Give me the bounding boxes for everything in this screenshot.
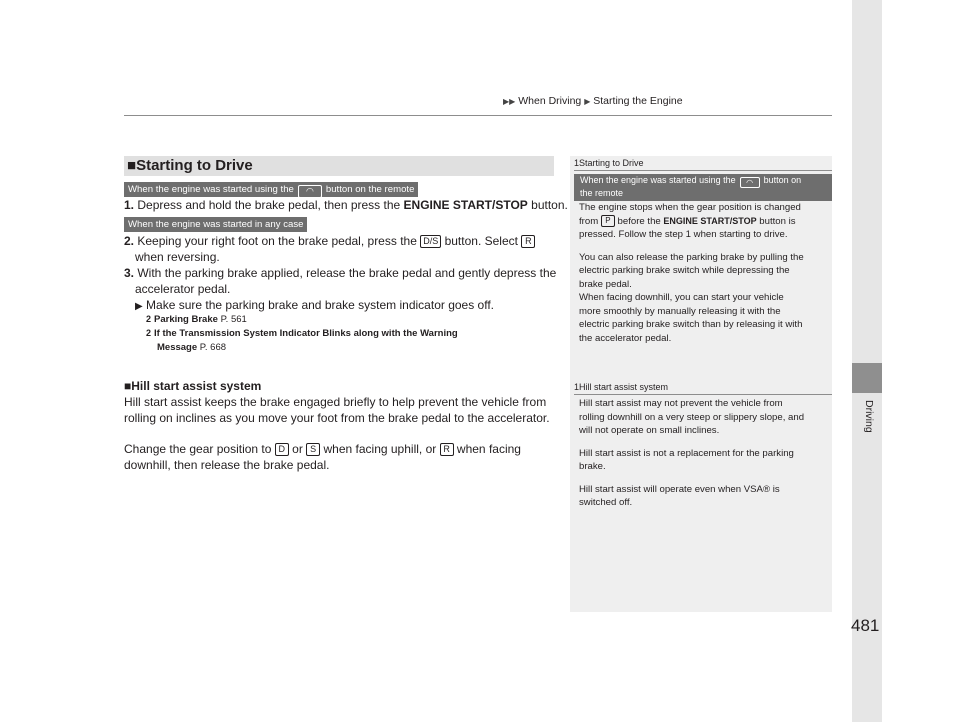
condition-tag-any: When the engine was started in any case <box>124 217 307 232</box>
check-note: ▶ Make sure the parking brake and brake system indicator goes off. <box>135 298 495 312</box>
note-text-starting: The engine stops when the gear position is changed from P before the ENGINE START/STOP button is pressed. Follow the step 1 when starting to drive. You can also release the parking brake by pulling the electric parking brake switch while depressing the brake pedal. When facing downhill, you can start your vehicle more smoothly by manually releasing it with the electric parking brake switch than by releasing it with the accelerator pedal. <box>579 202 804 344</box>
gear-key-s: S <box>306 443 320 456</box>
side-tab-strip <box>852 0 882 722</box>
breadcrumb-arrow-icon: ▶▶ <box>503 97 516 106</box>
reference-link-parking-brake[interactable]: 2 Parking Brake P. 561 <box>146 314 247 325</box>
remote-button-icon: ◠ <box>298 185 322 198</box>
section-title: ■Starting to Drive <box>127 157 253 174</box>
hill-para-2: Change the gear position to D or S when facing uphill, or R when facing <box>124 442 521 456</box>
breadcrumb <box>503 95 683 107</box>
header-divider <box>124 115 832 116</box>
condition-tag-remote: When the engine was started using the ◠ button on the remote <box>124 182 418 197</box>
note-marker-icon: 1 <box>574 382 580 392</box>
page-number: 481 <box>851 616 880 635</box>
note-marker-icon: 1 <box>574 158 580 168</box>
note-divider <box>574 394 832 395</box>
note-text-hill: Hill start assist may not prevent the vehicle from rolling downhill on a very steep or slippery slope, and will not operate on small inclines. Hill start assist is not a replacement for the parking brake. Hill start assist will operate even when VSA® is switched off. <box>579 398 805 508</box>
note-heading-starting: 1Starting to Drive <box>574 158 644 168</box>
side-tab-marker <box>852 363 882 393</box>
remote-button-icon: ◠ <box>740 177 760 188</box>
reference-link-transmission[interactable]: 2 If the Transmission System Indicator Blinks along with the Warning <box>146 328 458 339</box>
gear-key-ds: D/S <box>420 235 441 248</box>
step-3-cont: accelerator pedal. <box>135 282 231 296</box>
hill-para-1-l2: rolling on inclines as you move your foot from the brake pedal to the accelerator. <box>124 411 550 425</box>
hill-para-2-l2: downhill, then release the brake pedal. <box>124 458 330 472</box>
reference-arrow-icon: 2 <box>146 328 152 338</box>
note-divider <box>574 170 832 171</box>
section-bullet-icon: ■ <box>127 157 137 174</box>
check-arrow-icon: ▶ <box>135 301 143 312</box>
step-1: 1. Depress and hold the brake pedal, then press the ENGINE START/STOP button. <box>124 198 568 212</box>
breadcrumb-arrow-icon: ▶ <box>584 97 591 106</box>
step-2: 2. Keeping your right foot on the brake pedal, press the D/S button. Select R <box>124 233 535 249</box>
gear-key-r: R <box>521 235 535 248</box>
side-tab-label: Driving <box>863 400 875 433</box>
hill-para-1-l1: Hill start assist keeps the brake engaged briefly to help prevent the vehicle from <box>124 395 547 409</box>
breadcrumb-item: When Driving <box>518 95 582 107</box>
step-3: 3. With the parking brake applied, release the brake pedal and gently depress the <box>124 266 557 280</box>
note-condition-tag: When the engine was started using the ◠ button on the remote <box>574 174 832 201</box>
gear-key-d: D <box>275 443 289 456</box>
gear-key-p: P <box>601 215 615 227</box>
step-2-cont: when reversing. <box>135 250 220 264</box>
reference-link-transmission-cont[interactable]: Message P. 668 <box>157 342 227 353</box>
reference-arrow-icon: 2 <box>146 314 152 324</box>
breadcrumb-item: Starting the Engine <box>593 95 683 107</box>
section-bullet-icon: ■ <box>124 379 132 393</box>
note-heading-hill: 1Hill start assist system <box>574 382 669 392</box>
subsection-title: ■Hill start assist system <box>124 379 262 393</box>
gear-key-r: R <box>440 443 454 456</box>
